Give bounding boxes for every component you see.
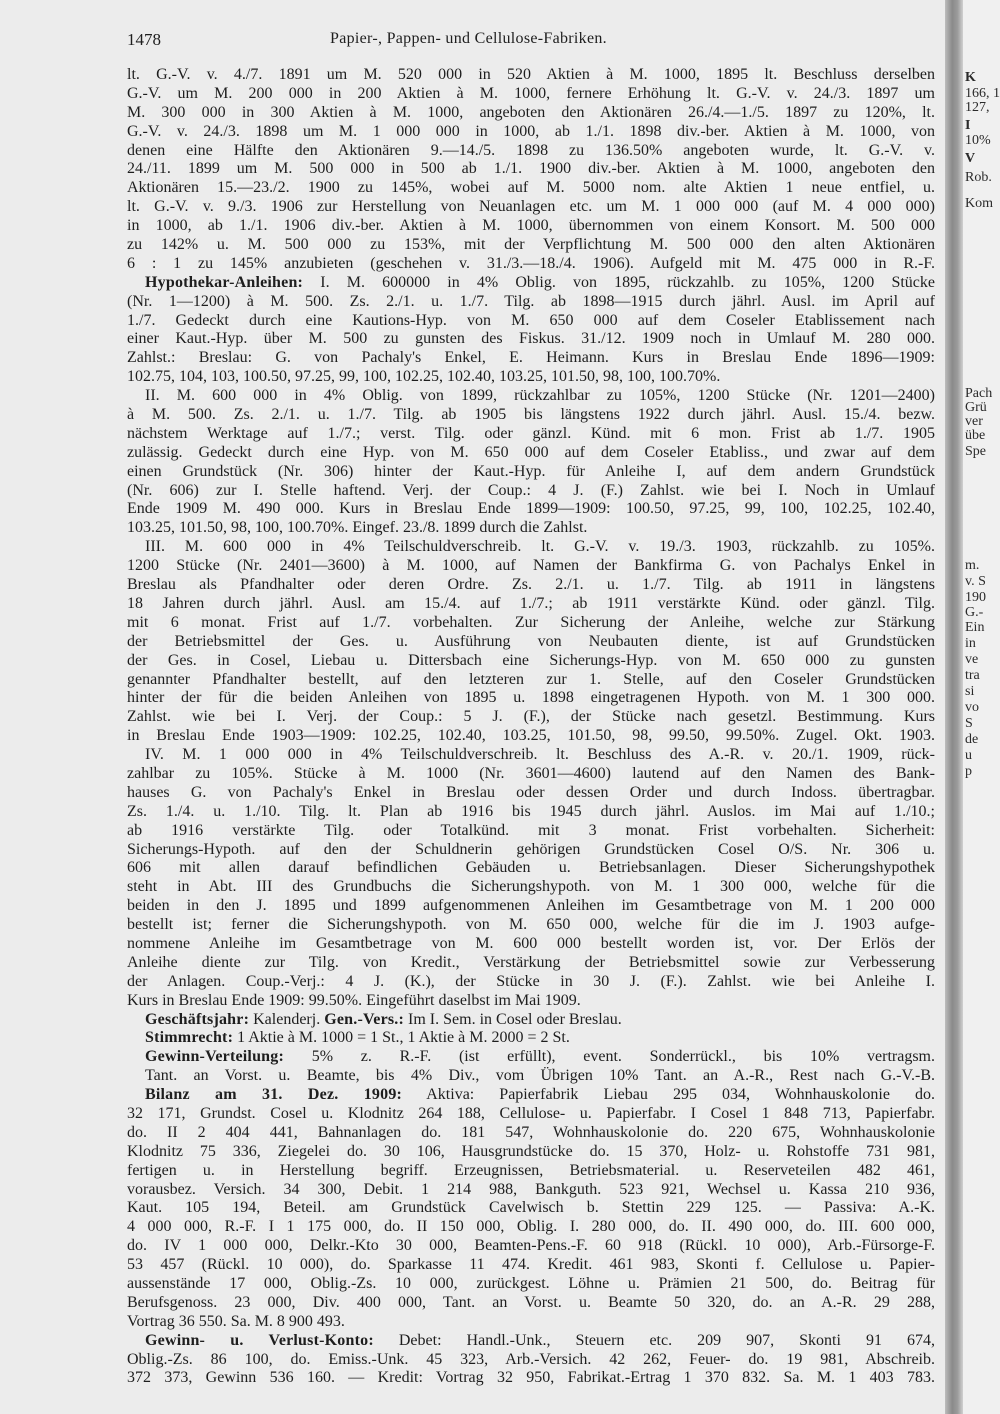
line-text: G.-V. v. 24./3. 1898 um M. 1 000 000 in 1000, ab 1./1. 1898 div.-ber. Aktien à M. 1000, von	[127, 122, 935, 140]
line-text: einer Kaut.-Hyp. über M. 500 zu gunsten des Fiskus. 31./12. 1909 noch in Umlauf M. 280 000.	[127, 330, 935, 348]
text-line	[127, 727, 935, 746]
line-text: lt. G.-V. v. 4./7. 1891 um M. 520 000 in 520 Aktien à M. 1000, 1895 lt. Beschluss derselben	[127, 66, 935, 83]
text-line	[127, 387, 935, 406]
line-text: vorausbez. Versich. 34 300, Debit. 1 214 988, Bankguth. 523 921, Wechsel u. Kassa 210 936,	[127, 1180, 935, 1198]
line-text: (Nr. 1—1200) à M. 500. Zs. 2./1. u. 1./7. Tilg. ab 1898—1915 durch jährl. Ausl. im April auf	[127, 292, 935, 310]
adjacent-page-fragment: Grü	[965, 400, 987, 415]
adjacent-page-fragment: 10%	[965, 133, 991, 148]
text-line	[127, 1218, 935, 1237]
adjacent-page-fragment: si	[965, 684, 975, 699]
line-text: in 1000, ab 1./1. 1906 div.-ber. Aktien à M. 1000, übernommen von einem Konsort. M. 500 000	[127, 217, 935, 235]
text-line	[127, 142, 935, 161]
line-text: 1200 Stücke (Nr. 2401—3600) à M. 1000, auf Namen der Bankfirma G. von Pachalys Enkel in	[127, 557, 935, 575]
text-line	[127, 160, 935, 179]
adjacent-page-fragment: ver	[965, 414, 983, 429]
line-text: zulässig. Gedeckt durch eine Hyp. von M. 650 000 auf dem Coseler Etabliss., und zwar auf dem	[127, 443, 935, 461]
adjacent-page-fragment: Rob.	[965, 170, 992, 185]
line-text: 372 373, Gewinn 536 160. — Kredit: Vortrag 32 950, Fabrikat.-Ertrag 1 370 832. Sa. M. 1 403 783.	[127, 1369, 935, 1387]
section-heading: Geschäftsjahr:	[145, 1010, 250, 1028]
line-text: der Ges. in Cosel, Liebau u. Dittersbach eine Sicherungs-Hyp. von M. 650 000 zu gunsten	[127, 651, 935, 669]
text-line	[127, 1067, 935, 1086]
text-line	[127, 236, 935, 255]
text-line	[127, 689, 935, 708]
adjacent-page-fragment: G.-	[965, 605, 984, 620]
line-text: 1 Aktie à M. 1000 = 1 St., 1 Aktie à M. 2000 = 2 St.	[233, 1029, 570, 1047]
line-text: 102.75, 104, 103, 100.50, 97.25, 99, 100, 102.25, 102.40, 103.25, 101.50, 98, 100, 100.70%.	[127, 368, 721, 386]
text-line	[127, 85, 935, 104]
adjacent-page-fragment: p	[965, 764, 972, 779]
line-text: genannter Pfandhalter bestellt, auf den letzteren zur 1. Stelle, auf den Coseler Grundstücken	[127, 670, 935, 688]
line-text: Kurs in Breslau Ende 1909: 99.50%. Eingeführt daselbst im Mai 1909.	[127, 991, 581, 1009]
text-line	[127, 482, 935, 501]
text-line	[127, 671, 935, 690]
line-text: Kaut. 105 194, Beteil. am Grundstück Cavelwisch b. Stettin 229 125. — Passiva: A.-K.	[127, 1199, 935, 1217]
text-line	[127, 1275, 935, 1294]
text-line	[127, 557, 935, 576]
text-line	[127, 255, 935, 274]
book-gutter-shadow	[945, 0, 963, 1414]
line-text: beiden in den J. 1895 und 1899 aufgenommenen Anleihen im Gesamtbetrage von M. 1 200 000	[127, 897, 935, 915]
adjacent-page-fragment: v. S	[965, 574, 986, 589]
line-text: Tant. an Vorst. u. Beamte, bis 4% Div., vom Übrigen 10% Tant. an A.-R., Rest nach G.-V.-B.	[145, 1067, 935, 1085]
line-text: zu 142% u. M. 500 000 zu 153%, mit der Verpflichtung M. 500 000 den alten Aktionären	[127, 236, 935, 254]
text-line	[127, 708, 935, 727]
adjacent-page-fragment: tra	[965, 668, 980, 683]
section-heading: Stimmrecht:	[145, 1029, 234, 1047]
adjacent-page-fragment: K	[965, 70, 976, 85]
text-line	[127, 1351, 935, 1370]
section-heading: Gewinn- u. Verlust-Konto:	[145, 1331, 374, 1349]
line-text: fertigen u. in Herstellung begriff. Erzeugnissen, Betriebsmaterial. u. Reserveteilen 482 461,	[127, 1161, 935, 1179]
text-line	[127, 368, 935, 387]
line-text: steht in Abt. III des Grundbuchs die Sicherungshypoth. von M. 1 300 000, welche für die	[127, 878, 935, 896]
adjacent-page-fragment: m.	[965, 558, 980, 573]
line-text: Breslau als Pfandhalter oder deren Ordre. Zs. 2./1. u. 1./7. Tilg. ab 1911 in längstens	[127, 576, 935, 594]
adjacent-page-fragment: 166, 1	[965, 86, 1000, 101]
line-text: 1./7. Gedeckt durch eine Kautions-Hyp. von M. 650 000 auf dem Coseler Etablissement nach	[127, 311, 935, 329]
text-line	[127, 1105, 935, 1124]
text-line	[127, 973, 935, 992]
line-text: G.-V. um M. 200 000 in 200 Aktien à M. 1000, fernere Erhöhung lt. G.-V. v. 24./3. 1897 um	[127, 84, 935, 102]
line-text: Debet: Handl.-Unk., Steuern etc. 209 907, Skonti 91 674,	[373, 1331, 935, 1349]
line-text: do. II 2 404 441, Bahnanlagen do. 181 547, Wohnhauskolonie do. 220 675, Wohnhauskolonie	[127, 1123, 935, 1141]
adjacent-page-fragment: Kom	[965, 196, 993, 211]
text-line	[127, 935, 935, 954]
line-text: Sicherungs-Hypoth. auf den der Schuldnerin gehörigen Grundstücken Cosel O/S. Nr. 306 u.	[127, 840, 935, 858]
text-line	[127, 217, 935, 236]
adjacent-page-fragment: I	[965, 118, 971, 133]
text-line	[127, 538, 935, 557]
line-text: I. M. 600000 in 4% Oblig. von 1895, rückzahlb. zu 105%, 1200 Stücke	[303, 273, 935, 291]
text-line	[127, 500, 935, 519]
text-line	[127, 1181, 935, 1200]
section-heading: Hypothekar-Anleihen:	[145, 273, 304, 291]
text-line	[127, 878, 935, 897]
text-line	[127, 1011, 935, 1030]
text-line	[127, 822, 935, 841]
text-line	[127, 859, 935, 878]
text-line	[127, 463, 935, 482]
text-line	[127, 614, 935, 633]
text-line	[127, 1332, 935, 1351]
adjacent-page-fragment: vo	[965, 700, 979, 715]
adjacent-page-fragment: übe	[965, 428, 986, 443]
adjacent-page-fragment: u	[965, 748, 972, 763]
text-line	[127, 1162, 935, 1181]
text-line	[127, 1294, 935, 1313]
adjacent-page-edge	[963, 0, 1000, 1414]
line-text: mit 6 monat. Frist auf 1./7. vorbehalten. Zur Sicherung der Anleihe, welche zur Stärkung	[127, 613, 935, 631]
text-line	[127, 104, 935, 123]
line-text: der Anlagen. Coup.-Verj.: 4 J. (K.), der Stücke in 30 J. (F.). Zahlst. wie bei Anleihe I.	[127, 972, 935, 990]
line-text: Klodnitz 75 336, Ziegelei do. 30 106, Hausgrundstücke do. 15 370, Holz- u. Rohstoffe 731 981,	[127, 1142, 935, 1160]
line-text: ab 1916 verstärkte Tilg. oder Totalkünd. mit 3 monat. Frist vorbehalten. Sicherheit:	[127, 821, 935, 839]
line-text: Berufsgenoss. 23 000, Div. 400 000, Tant. an Vorst. u. Beamte 50 320, do. an A.-R. 29 288,	[127, 1293, 935, 1311]
text-line	[127, 784, 935, 803]
line-text: lt. G.-V. v. 9./3. 1906 zur Herstellung von Neuanlagen etc. um M. 1 000 000 (auf M. 4 000 000)	[127, 198, 935, 216]
line-text: hauses G. von Pachaly's Enkel in Breslau oder dessen Order und durch Indoss. übertragbar.	[127, 783, 935, 801]
line-text: 5% z. R.-F. (ist erfüllt), event. Sonderrückl., bis 10% vertragsm.	[284, 1048, 935, 1066]
running-title: Papier-, Pappen- und Cellulose-Fabriken.	[330, 30, 607, 47]
line-text: denen eine Hälfte den Aktionären 9.—14./5. 1898 zu 136.50% angeboten wurde, lt. G.-V. v.	[127, 141, 935, 159]
text-line	[127, 406, 935, 425]
text-line	[127, 1256, 935, 1275]
line-text: 103.25, 101.50, 98, 100, 100.70%. Eingef. 23./8. 1899 durch die Zahlst.	[127, 519, 588, 537]
text-line	[127, 1086, 935, 1105]
line-text: 606 mit allen darauf befindlichen Gebäuden u. Betriebsanlagen. Dieser Sicherungshypothek	[127, 859, 935, 877]
line-text: (Nr. 606) zur I. Stelle haftend. Verj. der Coup.: 4 J. (F.) Zahlst. wie bei I. Noch in Umlauf	[127, 481, 935, 499]
line-text: in Breslau Ende 1903—1909: 102.25, 102.40, 103.25, 101.50, 98, 99.50, 99.50%. Zugel. Okt. 1903.	[127, 727, 935, 745]
text-line	[127, 519, 935, 538]
line-text: III. M. 600 000 in 4% Teilschuldverschreib. lt. G.-V. v. 19./3. 1903, rückzahlb. zu 105%.	[145, 538, 935, 556]
text-line	[127, 1199, 935, 1218]
adjacent-page-fragment: S	[965, 716, 973, 731]
line-text: Vortrag 36 550. Sa. M. 8 900 493.	[127, 1312, 345, 1330]
line-text: der Betriebsmittel der Ges. u. Ausführung von Neubauten diente, ist auf Grundstücken	[127, 632, 935, 650]
adjacent-page-fragment: de	[965, 732, 979, 747]
text-line	[127, 274, 935, 293]
text-line	[127, 198, 935, 217]
line-text: einen Grundstück (Nr. 306) hinter der Kaut.-Hyp. für Anleihe I, auf dem andern Grundstück	[127, 462, 935, 480]
text-line	[127, 841, 935, 860]
line-text: M. 300 000 in 300 Aktien à M. 1000, angeboten den Aktionären 26./4.—1./5. 1897 zu 120%, lt.	[127, 103, 935, 121]
line-text: II. M. 600 000 in 4% Oblig. von 1899, rückzahlbar zu 105%, 1200 Stücke (Nr. 1201—2400)	[145, 387, 935, 405]
line-text: Oblig.-Zs. 86 100, do. Emiss.-Unk. 45 323, Arb.-Versich. 42 262, Feuer- do. 19 981, Abschreib.	[127, 1350, 935, 1368]
text-line	[127, 576, 935, 595]
text-line	[127, 633, 935, 652]
line-text: zahlbar zu 105%. Stücke à M. 1000 (Nr. 3601—4600) lautend auf den Namen des Bank-	[127, 764, 935, 782]
line-text: 6 : 1 zu 145% anzubieten (geschehen v. 31./3.—18./4. 1906). Aufgeld mit M. 475 000 in R.-F.	[127, 254, 935, 272]
line-text: nommene Anleihe im Gesamtbetrage von M. 600 000 bestellt worden ist, vor. Der Erlös der	[127, 934, 935, 952]
text-line	[127, 897, 935, 916]
line-text: 4 000 000, R.-F. I 1 175 000, do. II 150 000, Oblig. I. 280 000, do. II. 490 000, do. III. 600 000,	[127, 1218, 935, 1236]
line-text: 32 171, Grundst. Cosel u. Klodnitz 264 188, Cellulose- u. Papierfabr. I Cosel 1 848 713, Papierfabr.	[127, 1104, 935, 1122]
text-line	[127, 123, 935, 142]
adjacent-page-fragment: in	[965, 636, 976, 651]
line-text: Anleihe diente zur Tilg. von Kredit., Verstärkung der Betriebsmittel sowie zur Verbesserung	[127, 953, 935, 971]
text-line	[127, 66, 935, 85]
text-line	[127, 916, 935, 935]
text-line	[127, 1369, 935, 1388]
line-text: Zs. 1./4. u. 1./10. Tilg. lt. Plan ab 1916 bis 1945 durch jährl. Auslos. im Mai auf 1./10.;	[127, 802, 935, 820]
text-line	[127, 425, 935, 444]
adjacent-page-fragment: Pach	[965, 386, 993, 401]
adjacent-page-fragment: V	[965, 151, 976, 166]
text-line	[127, 1143, 935, 1162]
line-text: do. IV 1 000 000, Delkr.-Kto 30 000, Beamten-Pens.-F. 60 918 (Rückl. 10 000), Arb.-Fürsorge-F.	[127, 1237, 935, 1255]
section-heading: Gewinn-Verteilung:	[145, 1048, 285, 1066]
text-line	[127, 992, 935, 1011]
line-text: Zahlst.: Breslau: G. von Pachaly's Enkel, E. Heimann. Kurs in Breslau Ende 1896—1909:	[127, 349, 935, 367]
line-text: Aktionären 15.—23./2. 1900 zu 145%, wobei auf M. 5000 nom. alte Aktien 1 neue entfiel, u.	[127, 179, 935, 197]
adjacent-page-fragment: Spe	[965, 444, 986, 459]
text-line	[127, 954, 935, 973]
text-line	[127, 652, 935, 671]
text-line	[127, 746, 935, 765]
adjacent-page-fragment: 190	[965, 590, 986, 605]
section-heading: Bilanz am 31. Dez. 1909:	[145, 1086, 403, 1104]
text-line	[127, 1029, 935, 1048]
text-line	[127, 312, 935, 331]
page-number: 1478	[127, 30, 161, 49]
line-text: nächstem Werktage auf 1./7.; verst. Tilg. oder gänzl. Künd. mit 6 mon. Frist ab 1./7. 1905	[127, 424, 935, 442]
adjacent-page-fragment: ve	[965, 652, 979, 667]
line-text: hinter der für die beiden Anleihen von 1895 u. 1898 eingetragenen Hypoth. von M. 1 300 000.	[127, 689, 935, 707]
adjacent-page-fragment: 127,	[965, 100, 990, 115]
text-line	[127, 349, 935, 368]
line-text: IV. M. 1 000 000 in 4% Teilschuldverschreib. lt. Beschluss des A.-R. v. 20./1. 1909, rück-	[145, 746, 935, 764]
line-text: Im I. Sem. in Cosel oder Breslau.	[404, 1010, 622, 1028]
adjacent-page-fragment: Ein	[965, 620, 985, 635]
text-line	[127, 1124, 935, 1143]
text-line	[127, 765, 935, 784]
text-line	[127, 179, 935, 198]
text-line	[127, 293, 935, 312]
text-line	[127, 330, 935, 349]
line-text: 53 457 (Rückl. 10 000), do. Sparkasse 11 474. Kredit. 461 983, Skonti f. Cellulose u. Papier-	[127, 1256, 935, 1274]
line-text: Aktiva: Papierfabrik Liebau 295 034, Wohnhauskolonie do.	[402, 1086, 936, 1104]
text-line	[127, 803, 935, 822]
text-line	[127, 444, 935, 463]
line-text: 18 Jahren durch jährl. Ausl. am 15./4. auf 1./7.; ab 1911 verstärkte Künd. oder gänzl. Tilg.	[127, 594, 935, 612]
line-text: 24./11. 1899 um M. 500 000 in 500 ab 1./1. 1900 div.-ber. Aktien à M. 1000, angeboten den	[127, 160, 935, 178]
text-line	[127, 1313, 935, 1332]
line-text: Ende 1909 M. 490 000. Kurs in Breslau Ende 1899—1909: 100.50, 97.25, 99, 100, 102.25, 102.40,	[127, 500, 935, 518]
line-text: à M. 500. Zs. 2./1. u. 1./7. Tilg. ab 1905 bis längstens 1922 durch jährl. Ausl. 15./4. bezw.	[127, 406, 935, 424]
text-line	[127, 1237, 935, 1256]
line-text: Kalenderj.	[249, 1010, 325, 1028]
line-text: bestellt ist; ferner die Sicherungshypoth. von M. 650 000, welche für die im J. 1903 aufge-	[127, 916, 935, 934]
text-line	[127, 1048, 935, 1067]
line-text: Zahlst. wie bei I. Verj. der Coup.: 5 J. (F.), der Stücke nach gesetzl. Bestimmung. Kurs	[127, 708, 935, 726]
body-text	[127, 66, 935, 1388]
line-text: aussenstände 17 000, Oblig.-Zs. 10 000, zurückgest. Löhne u. Prämien 21 500, do. Beitrag für	[127, 1275, 935, 1292]
section-heading: Gen.-Vers.:	[324, 1010, 405, 1028]
text-line	[127, 595, 935, 614]
